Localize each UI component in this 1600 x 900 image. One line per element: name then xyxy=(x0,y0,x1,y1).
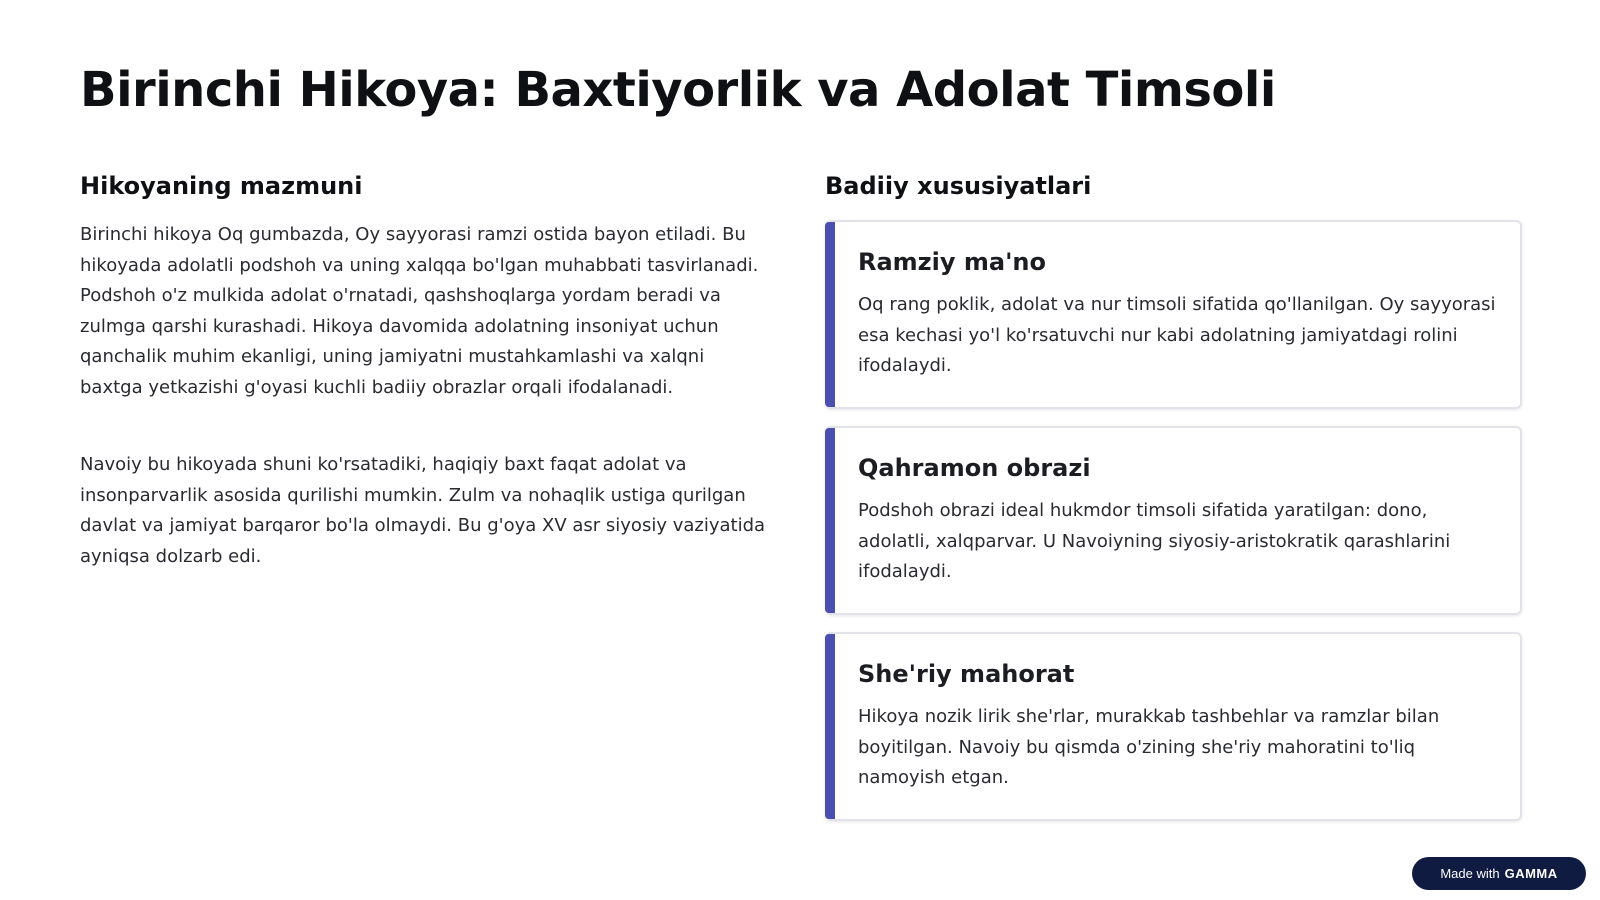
card-title: Qahramon obrazi xyxy=(858,454,1091,482)
section-heading-content: Hikoyaning mazmuni xyxy=(80,172,363,200)
content-paragraph: Birinchi hikoya Oq gumbazda, Oy sayyorasi ramzi ostida bayon etiladi. Bu hikoyada adolatli podshoh va uning xalqqa bo'lgan muhabbati tasvirlanadi. Podshoh o'z mulkida adolat o'rnatadi, qashshoqlarga yordam beradi va zulmga qarshi kurashadi. Hikoya davomida adolatning insoniyat uchun qanchalik muhim ekanligi, uning jamiyatni mustahkamlashi va xalqni baxtga yetkazishi g'oyasi kuchli badiiy obrazlar orqali ifodalanadi. xyxy=(80,224,759,398)
card-title: She'riy mahorat xyxy=(858,660,1075,688)
content-paragraph: Navoiy bu hikoyada shuni ko'rsatadiki, haqiqiy baxt faqat adolat va insonparvarlik asosida qurilishi mumkin. Zulm va nohaqlik ustiga qurilgan davlat va jamiyat barqaror bo'la olmaydi. Bu g'oya XV asr siyosiy vaziyatida ayniqsa dolzarb edi. xyxy=(80,454,766,567)
card-text: Hikoya nozik lirik she'rlar, murakkab tashbehlar va ramzlar bilan boyitilgan. Navoiy bu qismda o'zining she'riy mahoratini to'liq namoyish etgan. xyxy=(858,706,1440,788)
feature-card xyxy=(825,632,1522,821)
feature-card xyxy=(825,426,1522,615)
card-text: Oq rang poklik, adolat va nur timsoli sifatida qo'llanilgan. Oy sayyorasi esa kechasi yo'l ko'rsatuvchi nur kabi adolatning jamiyatdagi rolini ifodalaydi. xyxy=(858,294,1496,376)
features-column xyxy=(825,168,1522,821)
card-title: Ramziy ma'no xyxy=(858,248,1047,276)
badge-prefix: Made with xyxy=(1440,866,1500,881)
card-accent-bar xyxy=(825,222,835,407)
card-text: Podshoh obrazi ideal hukmdor timsoli sifatida yaratilgan: dono, adolatli, xalqparvar. U Navoiyning siyosiy-aristokratik qarashlarini ifodalaydi. xyxy=(858,500,1451,582)
feature-card-list xyxy=(825,220,1522,821)
card-accent-bar xyxy=(825,428,835,613)
card-accent-bar xyxy=(825,634,835,819)
made-with-gamma-badge[interactable] xyxy=(1412,857,1586,890)
content-column xyxy=(80,168,770,572)
section-heading-features: Badiiy xususiyatlari xyxy=(825,172,1092,200)
gamma-logo: GAMMA xyxy=(1504,866,1558,881)
feature-card xyxy=(825,220,1522,409)
slide-title: Birinchi Hikoya: Baxtiyorlik va Adolat Timsoli xyxy=(80,62,1276,118)
